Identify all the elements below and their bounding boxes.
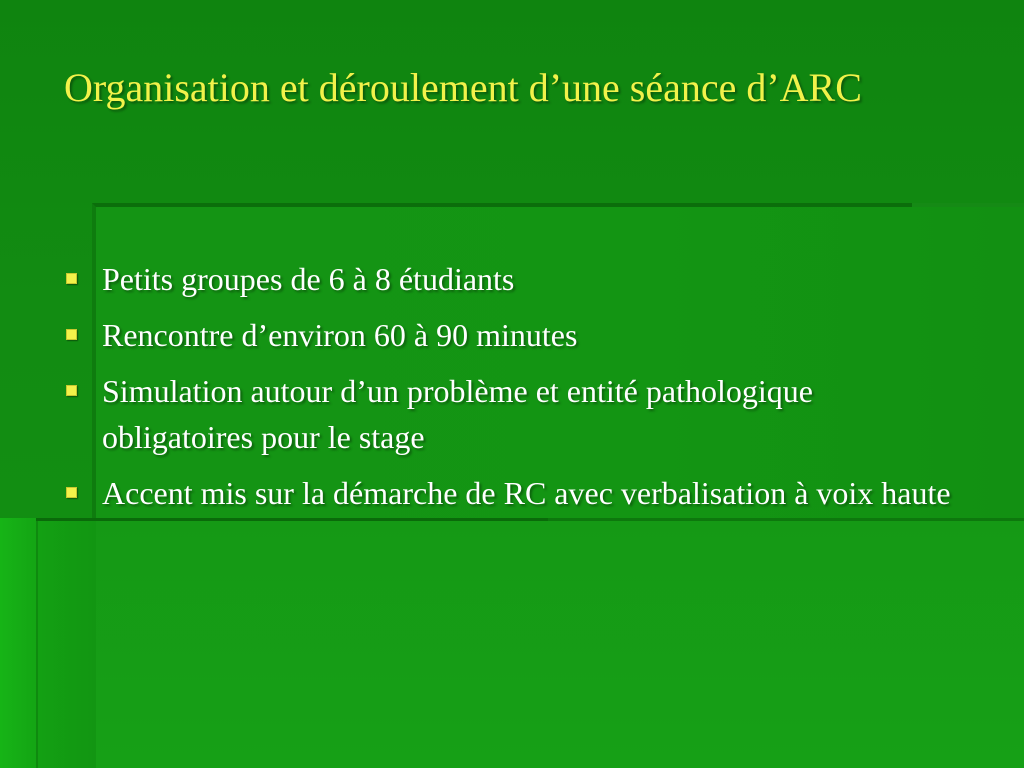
bullet-text: Simulation autour d’un problème et entité pathologique obligatoires pour le stage <box>102 373 813 455</box>
bullet-list <box>66 256 966 526</box>
bullet-item <box>66 368 966 460</box>
bullet-text: Accent mis sur la démarche de RC avec verbalisation à voix haute <box>102 475 951 511</box>
bullet-item <box>66 256 966 302</box>
bullet-text: Petits groupes de 6 à 8 étudiants <box>102 261 515 297</box>
backdrop-panel-lower <box>36 518 1024 768</box>
bullet-item <box>66 312 966 358</box>
bullet-item <box>66 470 966 516</box>
square-bullet-icon <box>66 329 77 340</box>
backdrop-panel-edge <box>912 203 1024 207</box>
square-bullet-icon <box>66 487 77 498</box>
square-bullet-icon <box>66 273 77 284</box>
bullet-text: Rencontre d’environ 60 à 90 minutes <box>102 317 578 353</box>
square-bullet-icon <box>66 385 77 396</box>
backdrop-left-inner <box>36 521 96 768</box>
slide-title: Organisation et déroulement d’une séance d’ARC <box>64 65 862 110</box>
backdrop-left-strip <box>0 518 36 768</box>
